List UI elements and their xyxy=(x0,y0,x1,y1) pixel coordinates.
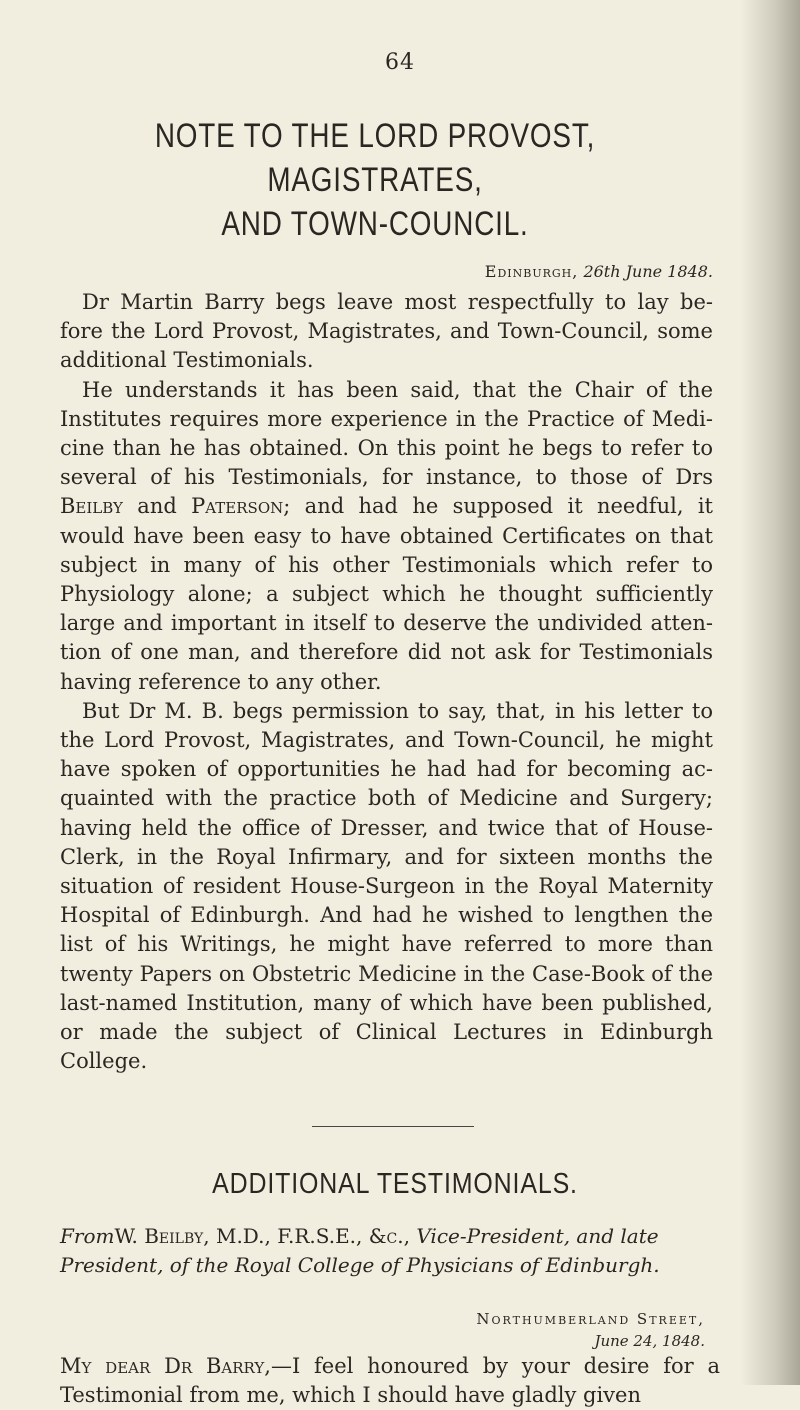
note-title-line-1: NOTE TO THE LORD PROVOST, MAGISTRATES, xyxy=(154,117,596,199)
dateline-date: 26th June 1848. xyxy=(583,262,713,281)
letter-body xyxy=(60,1352,720,1410)
letter-text: —I feel honoured by your desire for a Testimonial from me, which I should have gladly given xyxy=(60,1354,720,1407)
testimonials-heading: ADDITIONAL TESTIMONIALS. xyxy=(212,1168,578,1200)
paragraph-3: But Dr M. B. begs permission to say, that, in his letter to the Lord Provost, Magistrates, and Town-Council, he might have spoken of opportunities he had had for becoming ac- quainted with the practice both of Medicine and Surgery; having held the office of Dresser, and twice that of House- Clerk, in the Royal Infirmary, and for sixteen months the situation of resident House-Surgeon in the Royal Maternity Hospital of Edinburgh. And had he wished to lengthen the list of his Writings, he might have referred to more than twenty Papers on Obstetric Medicine in the Case-Book of the last-named Institution, many of which have been published, or made the subject of Clinical Lectures in Edinburgh College. xyxy=(60,698,713,1074)
note-body xyxy=(60,288,713,1076)
section-divider xyxy=(312,1126,474,1127)
note-title xyxy=(92,114,658,246)
note-title-line-2: AND TOWN-COUNCIL. xyxy=(221,205,529,243)
letter-salutation: My dear Dr Barry, xyxy=(60,1354,271,1378)
dateline-place: Edinburgh, xyxy=(484,262,579,281)
address-date: June 24, 1848. xyxy=(594,1332,705,1350)
letter-address xyxy=(0,1308,705,1352)
dateline xyxy=(0,262,713,281)
address-street: Northumberland Street, xyxy=(476,1310,705,1328)
name-beilby: Beilby xyxy=(60,494,123,519)
paragraph-2 xyxy=(60,376,713,697)
from-name: W. Beilby, M.D., F.R.S.E., &c., xyxy=(114,1224,410,1248)
name-paterson: Paterson xyxy=(191,494,284,519)
paragraph-1: Dr Martin Barry begs leave most respectfully to lay be- fore the Lord Provost, Magistrates, and Town-Council, some additional Testimonials. xyxy=(60,290,713,373)
page-edge-shadow xyxy=(740,0,800,1385)
paragraph-2-start: He understands it has been said, that the Chair of the Institutes requires more experience in the Practice of Medi- cine than he has obtained. On this point he begs to refer to several of his Testimonials, for instance, to those of Drs xyxy=(60,377,713,490)
paragraph-2-end: ; and had he supposed it needful, it would have been easy to have obtained Certificates on that subject in many of his other Testimonials which refer to Physiology alone; a subject which he thought sufficiently large and important in itself to deserve the undivided atten- tion of one man, and therefore did not ask for Testimonials having reference to any other. xyxy=(60,494,713,694)
testimonial-from xyxy=(60,1222,720,1280)
page-number: 64 xyxy=(385,50,415,75)
from-title: Vice-President, and late President, of the Royal College of Physicians of Edinburgh. xyxy=(60,1224,660,1277)
and-word: and xyxy=(137,494,177,519)
from-label: From xyxy=(60,1224,115,1248)
